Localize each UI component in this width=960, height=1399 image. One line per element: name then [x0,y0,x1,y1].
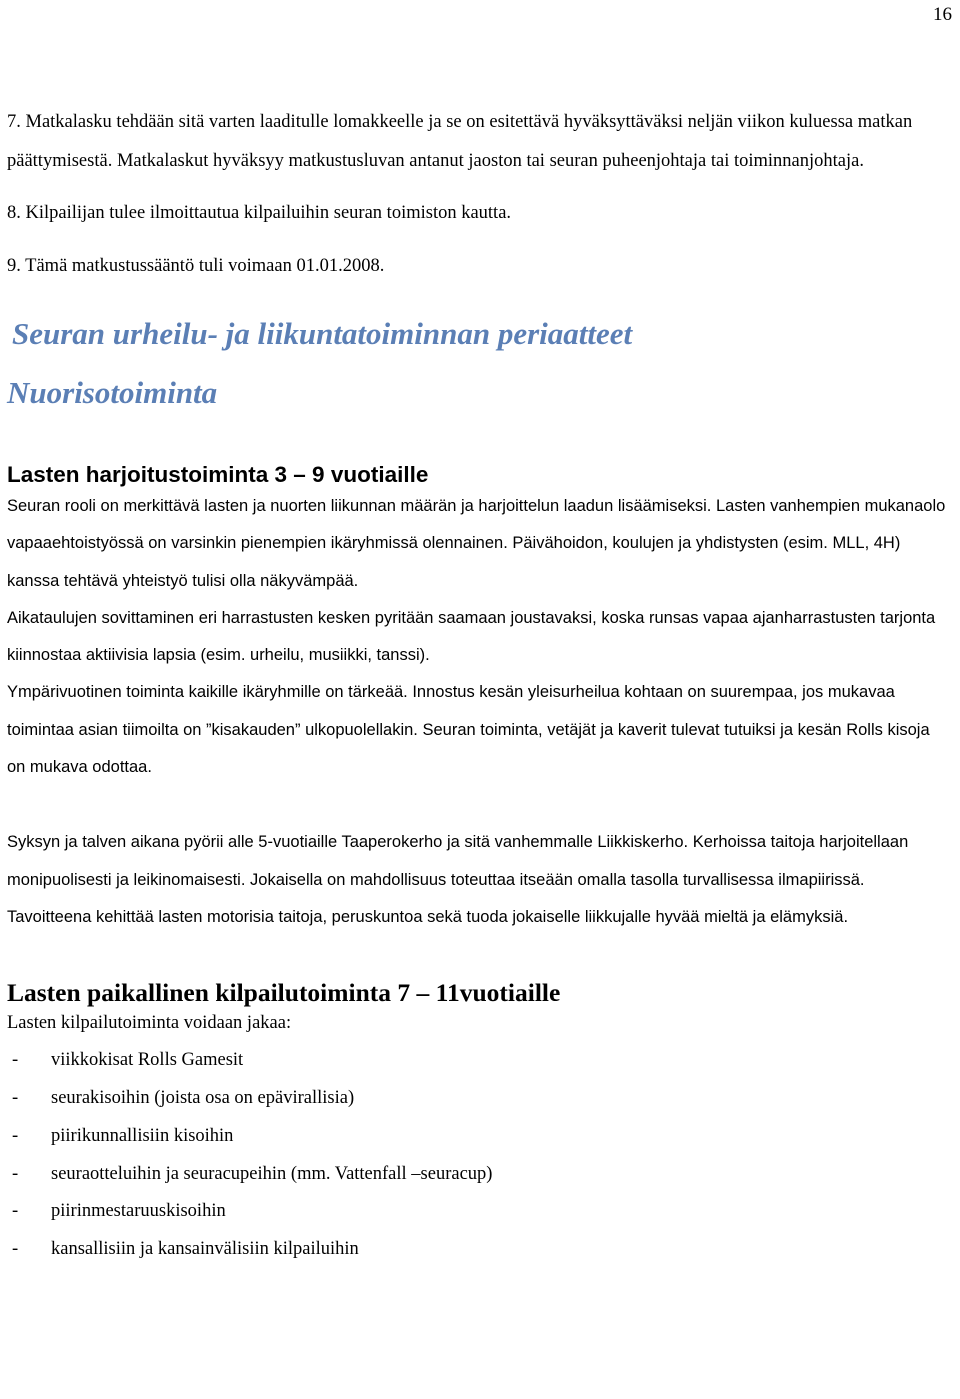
list-item: - piirikunnallisiin kisoihin [7,1118,952,1156]
dash-bullet: - [12,1088,19,1109]
page-number: 16 [933,4,952,25]
children-training-paragraph-4: Syksyn ja talven aikana pyörii alle 5-vuotiaille Taaperokerho ja sitä vanhemmalle Liikkiskerho. Kerhoissa taitoja harjoitellaan monipuolisesti ja leikinomaisesti. Jokaisella on mahdollisuus toteuttaa itseään omalla tasolla turvallisessa ilmapiirissä. Tavoitteena kehittää lasten motorisia taitoja, peruskuntoa sekä tuoda jokaiselle liikkujalle hyvää mieltä ja elämyksiä. [7,833,909,926]
local-competition-heading: Lasten paikallinen kilpailutoiminta 7 – 11vuotiaille [7,978,561,1008]
list-item: - kansallisiin ja kansainvälisiin kilpailuihin [7,1231,952,1269]
local-competition-intro: Lasten kilpailutoiminta voidaan jakaa: [7,1013,292,1034]
dash-bullet: - [12,1125,19,1146]
dash-bullet: - [12,1163,19,1184]
dash-bullet: - [12,1239,19,1260]
children-training-paragraph-1: Seuran rooli on merkittävä lasten ja nuorten liikunnan määrän ja harjoittelun laadun lisäämiseksi. Lasten vanhempien mukanaolo vapaaehtoistyössä on varsinkin pienempien ikäryhmissä olennainen. Päivähoidon, koulujen ja yhdistysten (esim. MLL, 4H) kanssa tehtävä yhteistyö tulisi olla näkyvämpää. [7,497,946,590]
dash-bullet: - [12,1050,19,1071]
competition-list [7,1042,952,1269]
document-body [7,103,952,1269]
rule-8: 8. Kilpailijan tulee ilmoittautua kilpailuihin seuran toimiston kautta. [7,203,512,223]
list-item: - seuraotteluihin ja seuracupeihin (mm. Vattenfall –seuracup) [7,1156,952,1194]
children-training-paragraph-2: Aikataulujen sovittaminen eri harrastusten kesken pyritään saamaan joustavaksi, koska runsas vapaa ajanharrastusten tarjonta kiinnostaa aktiivisia lapsia (esim. urheilu, musiikki, tanssi). [7,608,936,665]
rule-7: 7. Matkalasku tehdään sitä varten laaditulle lomakkeelle ja se on esitettävä hyväksyttäväksi neljän viikon kuluessa matkan päättymisestä. Matkalaskut hyväksyy matkustusluvan antanut jaoston tai seuran puheenjohtaja tai toiminnanjohtaja. [7,112,913,171]
section-title: Seuran urheilu- ja liikuntatoiminnan periaatteet [12,316,633,351]
rule-9: 9. Tämä matkustussääntö tuli voimaan 01.01.2008. [7,255,385,276]
list-item: - seurakisoihin (joista osa on epävirallisia) [7,1080,952,1118]
children-training-heading: Lasten harjoitustoiminta 3 – 9 vuotiaille [7,462,429,487]
children-training-paragraph-3: Ympärivuotinen toiminta kaikille ikäryhmille on tärkeää. Innostus kesän yleisurheilua kohtaan on suurempaa, jos mukavaa toimintaa asian tiimoilta on ”kisakauden” ulkopuolellakin. Seuran toiminta, vetäjät ja kaverit tulevat tutuiksi ja kesän Rolls kisoja on mukava odottaa. [7,683,930,777]
dash-bullet: - [12,1201,19,1222]
section-subtitle: Nuorisotoiminta [7,375,218,410]
list-item: - viikkokisat Rolls Gamesit [7,1042,952,1080]
list-item: - piirinmestaruuskisoihin [7,1193,952,1231]
